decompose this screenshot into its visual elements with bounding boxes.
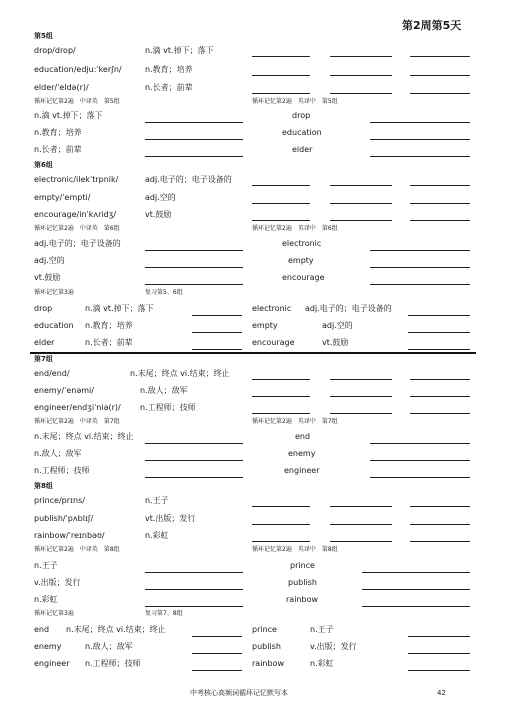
- answer-line[interactable]: [330, 541, 392, 542]
- g7-en-1: end: [295, 432, 311, 441]
- g8-cn-2: v.出版；发行: [34, 578, 81, 587]
- answer-line[interactable]: [145, 606, 243, 607]
- g6-cn-3: vt.鼓励: [34, 273, 61, 282]
- g7-cn-3: n.工程师；技师: [34, 466, 90, 475]
- rev56-word-a3: elder: [34, 338, 55, 347]
- answer-line[interactable]: [410, 524, 470, 525]
- g5-word-3: elder/ˈeldə(r)/: [34, 83, 89, 92]
- rev78-meaning-a3: n.工程师；技师: [85, 659, 141, 668]
- answer-line[interactable]: [252, 506, 310, 507]
- g6-word-2: empty/ˈempti/: [34, 193, 91, 202]
- answer-line[interactable]: [408, 670, 470, 671]
- g5-en-3: elder: [292, 145, 313, 154]
- answer-line[interactable]: [252, 75, 310, 76]
- answer-line[interactable]: [145, 267, 243, 268]
- answer-line[interactable]: [192, 349, 242, 350]
- g7-word-1: end/end/: [34, 369, 70, 378]
- g8-meaning-1: n.王子: [145, 496, 169, 505]
- rev78-word-a3: engineer: [34, 659, 70, 668]
- g5-meaning-2: n.教育；培养: [145, 65, 193, 74]
- answer-line[interactable]: [252, 56, 310, 57]
- group-6-heading: 第6组: [34, 161, 53, 169]
- answer-line[interactable]: [330, 524, 392, 525]
- answer-line[interactable]: [410, 203, 470, 204]
- rev56-meaning-a2: n.教育；培养: [85, 321, 133, 330]
- g8-en-3: rainbow: [286, 595, 318, 604]
- answer-line[interactable]: [408, 315, 470, 316]
- g8-en-1: prince: [290, 561, 315, 570]
- g5-meaning-3: n.长者；前辈: [145, 83, 193, 92]
- answer-line[interactable]: [408, 653, 470, 654]
- answer-line[interactable]: [362, 589, 470, 590]
- g8-word-1: prince/prɪns/: [34, 496, 85, 505]
- answer-line[interactable]: [145, 572, 243, 573]
- g5-meaning-1: n.滴 vt.掉下；落下: [145, 46, 214, 55]
- answer-line[interactable]: [370, 443, 470, 444]
- answer-line[interactable]: [145, 284, 243, 285]
- page-number: 42: [437, 689, 446, 697]
- answer-line[interactable]: [362, 572, 470, 573]
- rev78-meaning-a2: n.敌人；敌军: [85, 642, 133, 651]
- answer-line[interactable]: [252, 396, 310, 397]
- rev78-word-b2: publish: [252, 642, 281, 651]
- answer-line[interactable]: [370, 250, 470, 251]
- answer-line[interactable]: [330, 185, 392, 186]
- g5-cn-2: n.教育；培养: [34, 128, 82, 137]
- answer-line[interactable]: [410, 75, 470, 76]
- g6-cn-2: adj.空的: [34, 256, 65, 265]
- rev56-word-b2: empty: [252, 321, 278, 330]
- g7-cn-2: n.敌人；敌军: [34, 449, 82, 458]
- g8-meaning-3: n.彩虹: [145, 531, 169, 540]
- answer-line[interactable]: [330, 506, 392, 507]
- answer-line[interactable]: [408, 349, 470, 350]
- rev78-meaning-b3: n.彩虹: [310, 659, 334, 668]
- answer-line[interactable]: [410, 220, 470, 221]
- review-56-subtitle: 复习第5、6组: [145, 289, 183, 296]
- review-78-subtitle: 复习第7、8组: [145, 610, 183, 617]
- answer-line[interactable]: [145, 250, 243, 251]
- g7-review-cn-en-label: 循环记忆第2遍 中译英 第7组: [34, 418, 120, 425]
- answer-line[interactable]: [145, 122, 243, 123]
- rev56-word-a2: education: [34, 321, 74, 330]
- g6-word-1: electronic/ilekˈtrpnik/: [34, 175, 119, 184]
- answer-line[interactable]: [410, 56, 470, 57]
- g5-review-en-cn-label: 循环记忆第2遍 英译中 第5组: [252, 98, 338, 105]
- answer-line[interactable]: [370, 477, 470, 478]
- answer-line[interactable]: [410, 506, 470, 507]
- g6-en-2: empty: [288, 256, 314, 265]
- answer-line[interactable]: [192, 653, 242, 654]
- g7-meaning-3: n.工程师；技师: [140, 403, 196, 412]
- g7-en-2: enemy: [288, 449, 316, 458]
- g7-review-en-cn-label: 循环记忆第2遍 英译中 第7组: [252, 418, 338, 425]
- rev56-meaning-b1: adj.电子的；电子设备的: [305, 304, 392, 313]
- answer-line[interactable]: [330, 56, 392, 57]
- answer-line[interactable]: [192, 315, 242, 316]
- g6-en-1: electronic: [282, 239, 322, 248]
- rev78-meaning-b1: n.王子: [310, 625, 334, 634]
- answer-line[interactable]: [330, 93, 392, 94]
- g8-cn-1: n.王子: [34, 561, 58, 570]
- g8-review-cn-en-label: 循环记忆第2遍 中译英 第8组: [34, 546, 120, 553]
- answer-line[interactable]: [252, 524, 310, 525]
- answer-line[interactable]: [252, 379, 310, 380]
- group-5-heading: 第5组: [34, 32, 53, 40]
- answer-line[interactable]: [252, 413, 310, 414]
- g8-cn-3: n.彩虹: [34, 595, 58, 604]
- answer-line[interactable]: [410, 396, 470, 397]
- answer-line[interactable]: [252, 203, 310, 204]
- g8-word-2: publish/ˈpʌblɪʃ/: [34, 514, 94, 523]
- rev78-word-a2: enemy: [34, 642, 62, 651]
- g6-review-en-cn-label: 循环记忆第2遍 英译中 第6组: [252, 225, 338, 232]
- answer-line[interactable]: [408, 332, 470, 333]
- g5-cn-3: n.长者；前辈: [34, 145, 82, 154]
- g7-meaning-2: n.敌人；敌军: [140, 386, 188, 395]
- rev78-word-b3: rainbow: [252, 659, 284, 668]
- answer-line[interactable]: [145, 460, 243, 461]
- answer-line[interactable]: [145, 443, 243, 444]
- answer-line[interactable]: [145, 477, 243, 478]
- g5-cn-1: n.滴 vt.掉下；落下: [34, 111, 103, 120]
- g6-cn-1: adj.电子的；电子设备的: [34, 239, 121, 248]
- answer-line[interactable]: [252, 541, 310, 542]
- g5-review-cn-en-label: 循环记忆第2遍 中译英 第5组: [34, 98, 120, 105]
- rev56-word-b1: electronic: [252, 304, 292, 313]
- answer-line[interactable]: [330, 379, 392, 380]
- g6-meaning-2: adj.空的: [145, 193, 176, 202]
- g8-en-2: publish: [288, 578, 317, 587]
- answer-line[interactable]: [370, 156, 470, 157]
- answer-line[interactable]: [362, 606, 470, 607]
- answer-line[interactable]: [330, 203, 392, 204]
- rev56-word-b3: encourage: [252, 338, 295, 347]
- rev78-meaning-b2: v.出版；发行: [310, 642, 357, 651]
- g8-meaning-2: vt.出版；发行: [145, 514, 196, 523]
- g8-review-en-cn-label: 循环记忆第2遍 英译中 第8组: [252, 546, 338, 553]
- g6-review-cn-en-label: 循环记忆第2遍 中译英 第6组: [34, 225, 120, 232]
- g6-word-3: encourage/inˈkʌridʒ/: [34, 210, 117, 219]
- answer-line[interactable]: [410, 185, 470, 186]
- answer-line[interactable]: [192, 670, 242, 671]
- g7-word-2: enemy/ˈenəmi/: [34, 386, 94, 395]
- g7-cn-1: n.末尾；终点 vi.结束；终止: [34, 432, 134, 441]
- answer-line[interactable]: [370, 139, 470, 140]
- answer-line[interactable]: [370, 284, 470, 285]
- rev56-word-a1: drop: [34, 304, 53, 313]
- answer-line[interactable]: [410, 379, 470, 380]
- rev56-meaning-a3: n.长者；前辈: [85, 338, 133, 347]
- answer-line[interactable]: [330, 413, 392, 414]
- answer-line[interactable]: [408, 636, 470, 637]
- group-7-heading: 第7组: [34, 355, 53, 363]
- review-56-title: 循环记忆第3遍: [34, 289, 74, 296]
- g6-meaning-3: vt.鼓励: [145, 210, 172, 219]
- answer-line[interactable]: [410, 541, 470, 542]
- answer-line[interactable]: [145, 589, 243, 590]
- answer-line[interactable]: [145, 156, 243, 157]
- footer-title: 中考核心高频词循环记忆默写本: [190, 689, 288, 697]
- page-header-title: 第2周第5天: [402, 19, 462, 32]
- g5-en-1: drop: [292, 111, 311, 120]
- rev56-meaning-b2: adj.空的: [322, 321, 353, 330]
- g7-word-3: engineer/endʒiˈniə(r)/: [34, 403, 121, 412]
- review-78-title: 循环记忆第3遍: [34, 610, 74, 617]
- g6-meaning-1: adj.电子的；电子设备的: [145, 175, 232, 184]
- answer-line[interactable]: [252, 93, 310, 94]
- rev78-word-b1: prince: [252, 625, 277, 634]
- answer-line[interactable]: [252, 185, 310, 186]
- rev78-meaning-a1: n.末尾；终点 vi.结束；终止: [66, 625, 166, 634]
- rev56-meaning-a1: n.滴 vt.掉下；落下: [85, 304, 154, 313]
- g7-meaning-1: n.末尾；终点 vi.结束；终止: [130, 369, 230, 378]
- group-8-heading: 第8组: [34, 482, 53, 490]
- g8-word-3: rainbow/ˈreɪnbəʊ/: [34, 531, 105, 540]
- answer-line[interactable]: [370, 460, 470, 461]
- section-divider: [30, 352, 476, 354]
- g6-en-3: encourage: [282, 273, 325, 282]
- answer-line[interactable]: [370, 267, 470, 268]
- g5-word-1: drop/drop/: [34, 46, 76, 55]
- g7-en-3: engineer: [284, 466, 320, 475]
- answer-line[interactable]: [145, 139, 243, 140]
- answer-line[interactable]: [330, 75, 392, 76]
- answer-line[interactable]: [410, 93, 470, 94]
- rev56-meaning-b3: vt.鼓励: [322, 338, 349, 347]
- answer-line[interactable]: [252, 220, 310, 221]
- answer-line[interactable]: [192, 636, 242, 637]
- answer-line[interactable]: [370, 122, 470, 123]
- answer-line[interactable]: [410, 413, 470, 414]
- rev78-word-a1: end: [34, 625, 50, 634]
- answer-line[interactable]: [330, 396, 392, 397]
- answer-line[interactable]: [330, 220, 392, 221]
- answer-line[interactable]: [192, 332, 242, 333]
- g5-word-2: education/edju:ˈkerʃn/: [34, 65, 122, 74]
- g5-en-2: education: [282, 128, 322, 137]
